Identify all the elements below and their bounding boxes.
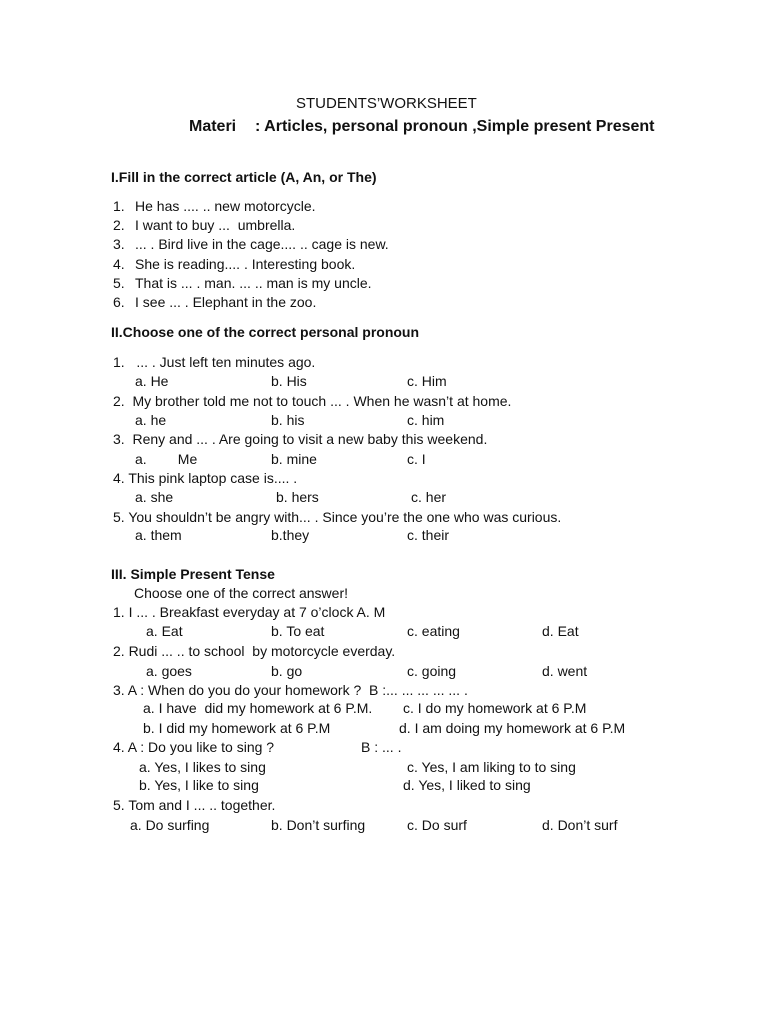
s2-question: 2. My brother told me not to touch ... . When he wasn’t at home. [113, 393, 512, 409]
s1-item-num: 6. [113, 294, 125, 310]
s1-item-text: He has .... .. new motorcycle. [135, 198, 316, 214]
s3-option-b: b. go [271, 663, 303, 679]
s1-item-text: She is reading.... . Interesting book. [135, 256, 356, 272]
s2-question: 3. Reny and ... . Are going to visit a new baby this weekend. [113, 431, 488, 447]
s2-option-c: c. him [407, 412, 445, 428]
s2-question: 5. You shouldn’t be angry with... . Since you’re the one who was curious. [113, 509, 562, 525]
s3-option-a: a. goes [146, 663, 192, 679]
s2-option-a: a. He [135, 373, 169, 389]
s2-option-b: b. hers [276, 489, 319, 505]
s1-item-num: 4. [113, 256, 125, 272]
s1-item-num: 3. [113, 236, 125, 252]
s1-item-num: 5. [113, 275, 125, 291]
s1-item-text: I want to buy ... umbrella. [135, 217, 296, 233]
s3-option-b: b. Yes, I like to sing [139, 777, 259, 793]
s2-option-a: a. Me [135, 451, 198, 467]
s1-item-text: That is ... . man. ... .. man is my uncle. [135, 275, 372, 291]
s2-option-c: c. her [411, 489, 447, 505]
s3-option-a: a. I have did my homework at 6 P.M. [143, 700, 373, 716]
s3-option-c: c. Yes, I am liking to to sing [407, 759, 576, 775]
s3-option-d: d. Yes, I liked to sing [403, 777, 531, 793]
s2-option-c: c. their [407, 527, 450, 543]
s2-question: 1. ... . Just left ten minutes ago. [113, 354, 316, 370]
s3-question: 5. Tom and I ... .. together. [113, 797, 276, 813]
s3-option-d: d. Eat [542, 623, 579, 639]
s3-question: 2. Rudi ... .. to school by motorcycle everday. [113, 643, 396, 659]
s2-option-b: b. mine [271, 451, 317, 467]
s3-option-b: b. I did my homework at 6 P.M [143, 720, 331, 736]
s1-item-text: ... . Bird live in the cage.... .. cage is new. [135, 236, 389, 252]
s2-option-a: a. them [135, 527, 182, 543]
s2-option-a: a. she [135, 489, 174, 505]
s1-item-num: 1. [113, 198, 125, 214]
s3-option-b: b. To eat [271, 623, 325, 639]
s2-option-b: b.they [271, 527, 310, 543]
section3-instruction: Choose one of the correct answer! [134, 585, 349, 601]
s3-option-a: a. Eat [146, 623, 183, 639]
s3-option-d: d. I am doing my homework at 6 P.M [399, 720, 626, 736]
worksheet-title: STUDENTS’WORKSHEET [296, 95, 477, 112]
section2-heading: II.Choose one of the correct personal pronoun [111, 324, 420, 340]
s2-question: 4. This pink laptop case is.... . [113, 470, 298, 486]
s3-option-d: d. went [542, 663, 588, 679]
s3-question: 4. A : Do you like to sing ? [113, 739, 275, 755]
s3-option-d: d. Don’t surf [542, 817, 618, 833]
s3-option-c: c. I do my homework at 6 P.M [403, 700, 587, 716]
s1-item-num: 2. [113, 217, 125, 233]
materi-text: : Articles, personal pronoun ,Simple present Present [255, 118, 655, 135]
s3-question-b: B : ... . [361, 739, 402, 755]
s3-option-c: c. going [407, 663, 457, 679]
s3-option-c: c. Do surf [407, 817, 467, 833]
s2-option-c: c. Him [407, 373, 447, 389]
section3-heading: III. Simple Present Tense [111, 566, 275, 582]
s3-option-a: a. Yes, I likes to sing [139, 759, 266, 775]
s2-option-c: c. I [407, 451, 426, 467]
materi-label: Materi [189, 118, 237, 135]
s3-option-a: a. Do surfing [130, 817, 210, 833]
s1-item-text: I see ... . Elephant in the zoo. [135, 294, 317, 310]
s3-question: 3. A : When do you do your homework ? B :... ... ... ... ... . [113, 682, 468, 698]
s3-question: 1. I ... . Breakfast everyday at 7 o’clock A. M [113, 604, 386, 620]
s3-option-c: c. eating [407, 623, 460, 639]
s2-option-b: b. his [271, 412, 305, 428]
s2-option-b: b. His [271, 373, 307, 389]
section1-heading: I.Fill in the correct article (A, An, or The) [111, 169, 377, 185]
s2-option-a: a. he [135, 412, 167, 428]
s3-option-b: b. Don’t surfing [271, 817, 366, 833]
